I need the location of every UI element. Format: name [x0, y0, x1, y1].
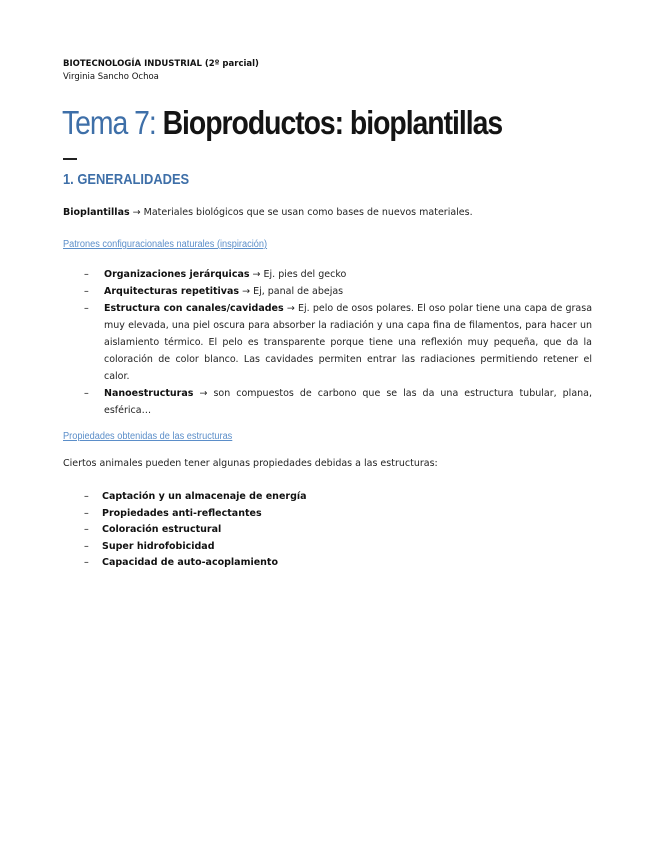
item-term: Arquitecturas repetitivas — [104, 286, 240, 297]
course-title: BIOTECNOLOGÍA INDUSTRIAL (2º parcial) — [63, 59, 259, 69]
item-text: Ej, panal de abejas — [253, 286, 344, 297]
title-divider — [63, 158, 77, 160]
item-arrow: → — [193, 388, 214, 399]
list-item — [84, 266, 592, 283]
page-title — [62, 104, 502, 142]
item-term: Nanoestructuras — [104, 388, 194, 399]
list-item — [84, 385, 592, 419]
item-arrow: → — [283, 303, 298, 314]
properties-list — [84, 489, 307, 572]
item-term: Estructura con canales/cavidades — [104, 303, 284, 314]
patterns-list — [84, 266, 592, 419]
definition-text: Materiales biológicos que se usan como bases de nuevos materiales. — [143, 207, 473, 218]
list-item: – Propiedades anti-reflectantes — [84, 506, 307, 523]
title-number: Tema 7: — [62, 104, 156, 141]
definition-term: Bioplantillas — [63, 207, 130, 218]
item-arrow: → — [239, 286, 254, 297]
page-header — [63, 58, 259, 84]
list-item: – Captación y un almacenaje de energía — [84, 489, 307, 506]
subheading-patterns: Patrones configuracionales naturales (inspiración) — [63, 239, 268, 250]
item-text: Ej. pelo de osos polares. El oso polar tiene una capa de grasa muy elevada, una piel oscura para absorber la radiación y una capa fina de filamentos, para hacer un aislamiento térmico. El pelo es transparente porque tiene una reflexión muy pequeña, que da la coloración de color blanco. Las cavidades permiten entrar las radiaciones permitiendo retener el calor. — [104, 303, 593, 382]
list-item: – Super hidrofobicidad — [84, 539, 307, 556]
subheading-properties: Propiedades obtenidas de las estructuras — [63, 431, 233, 442]
list-item: – Coloración estructural — [84, 522, 307, 539]
title-text: Bioproductos: bioplantillas — [162, 104, 503, 141]
item-text: son compuestos de carbono que se las da una estructura tubular, plana, esférica… — [104, 388, 593, 416]
item-text: Ej. pies del gecko — [263, 269, 347, 280]
list-item — [84, 283, 592, 300]
author-name: Virginia Sancho Ochoa — [63, 72, 159, 82]
section-heading: 1. GENERALIDADES — [63, 171, 190, 188]
definition-arrow: → — [129, 207, 144, 218]
definition-paragraph — [63, 207, 473, 218]
list-item: – Capacidad de auto-acoplamiento — [84, 555, 307, 572]
item-arrow: → — [249, 269, 264, 280]
list-item — [84, 300, 592, 385]
item-term: Organizaciones jerárquicas — [104, 269, 250, 280]
properties-intro: Ciertos animales pueden tener algunas propiedades debidas a las estructuras: — [63, 458, 438, 469]
